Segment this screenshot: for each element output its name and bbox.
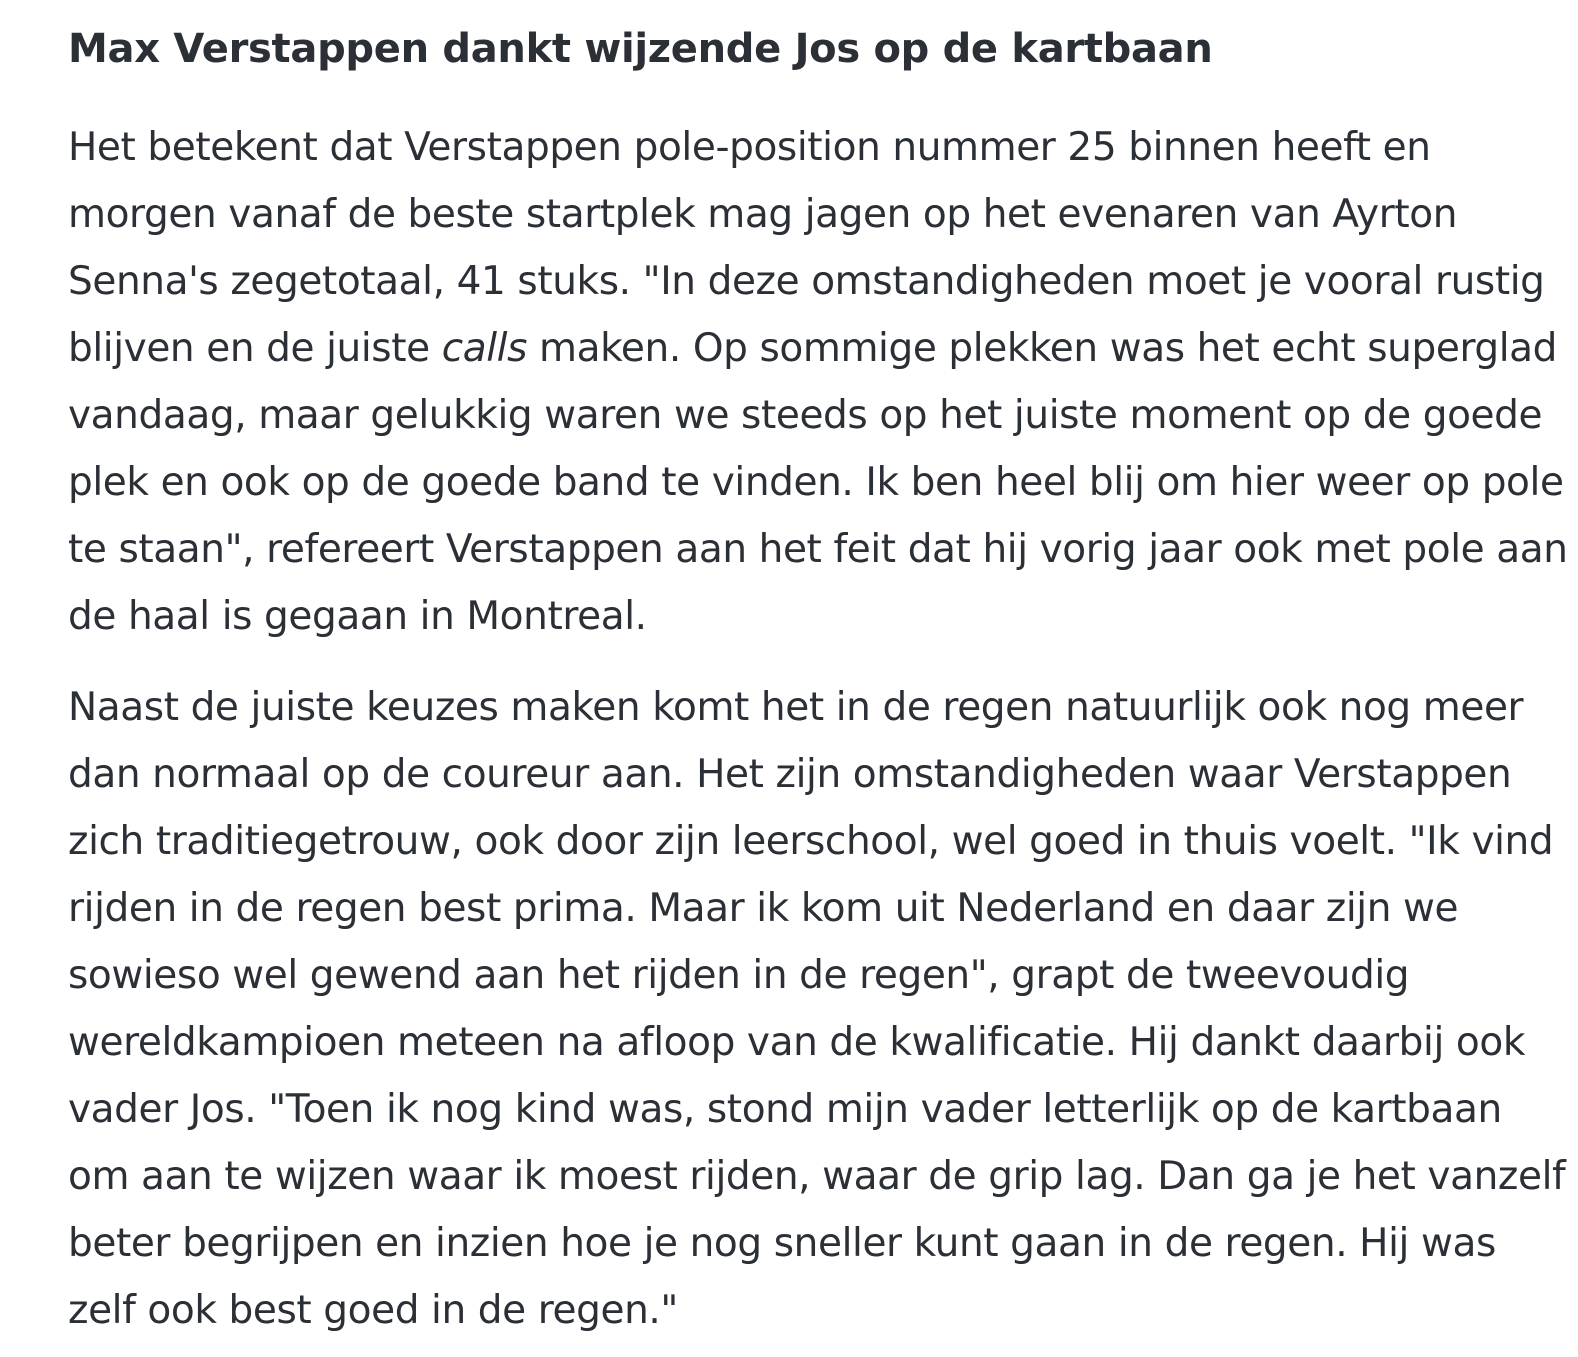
article-paragraph-1 (68, 114, 1568, 650)
paragraph-1-text-end: maken. Op sommige plekken was het echt superglad vandaag, maar gelukkig waren we steeds op het juiste moment op de goede plek en ook op de goede band te vinden. Ik ben heel blij om hier weer op pole te staan", refereert Verstappen aan het feit dat hij vorig jaar ook met pole aan de haal is gegaan in Montreal. (68, 326, 1568, 639)
article (68, 22, 1568, 1344)
article-headline: Max Verstappen dankt wijzende Jos op de kartbaan (68, 26, 1213, 72)
paragraph-1-italic-term: calls (441, 326, 528, 371)
article-paragraph-2: Naast de juiste keuzes maken komt het in de regen natuurlijk ook nog meer dan normaal op de coureur aan. Het zijn omstandigheden waar Verstappen zich traditiegetrouw, ook door zijn leerschool, wel goed in thuis voelt. "Ik vind rijden in de regen best prima. Maar ik kom uit Nederland en daar zijn we sowieso wel gewend aan het rijden in de regen", grapt de tweevoudig wereldkampioen meteen na afloop van de kwalificatie. Hij dankt daarbij ook vader Jos. "Toen ik nog kind was, stond mijn vader letterlijk op de kartbaan om aan te wijzen waar ik moest rijden, waar de grip lag. Dan ga je het vanzelf beter begrijpen en inzien hoe je nog sneller kunt gaan in de regen. Hij was zelf ook best goed in de regen." (68, 685, 1566, 1333)
paragraph-1-text-start: Het betekent dat Verstappen pole-position nummer 25 binnen heeft en morgen vanaf de beste startplek mag jagen op het evenaren van Ayrton Senna's zegetotaal, 41 stuks. "In deze omstandigheden moet je vooral rustig blijven en de juiste (68, 125, 1545, 371)
